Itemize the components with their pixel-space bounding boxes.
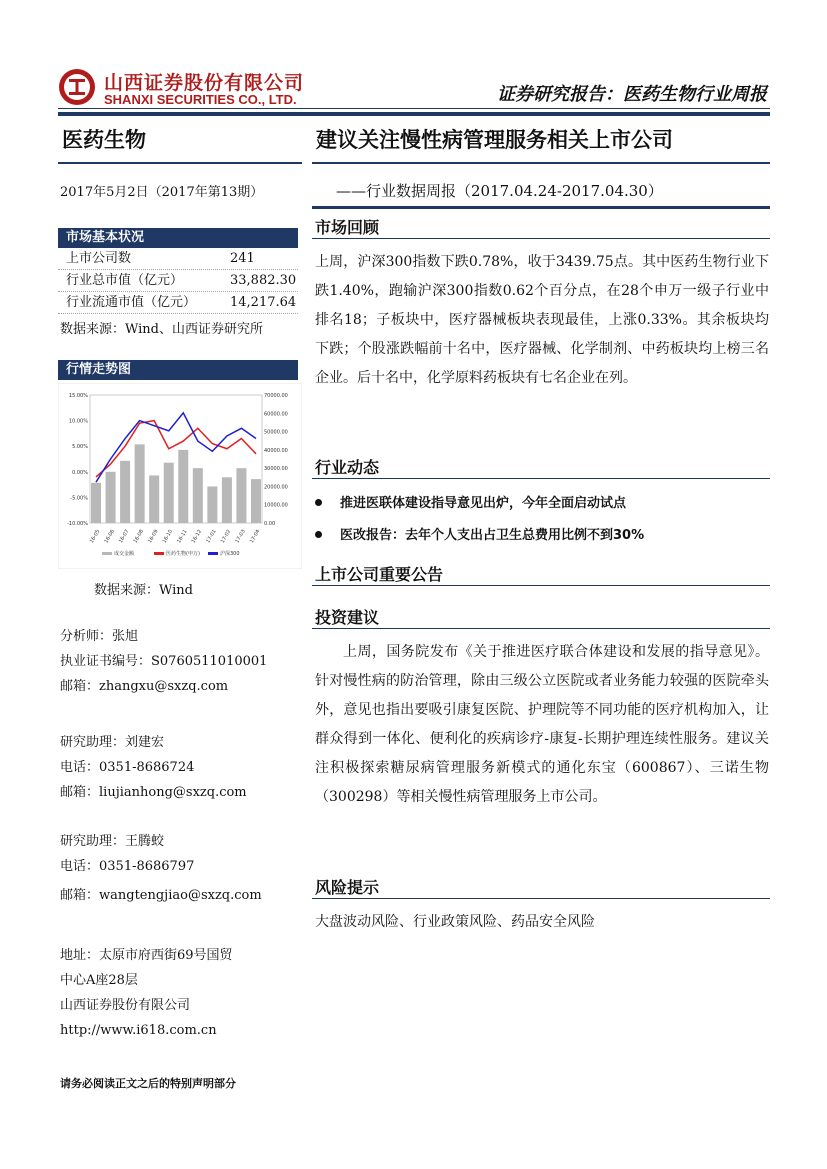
stat-row-float-cap — [58, 292, 298, 314]
sector-title: 医药生物 — [62, 128, 146, 152]
y-tick-label-left: 0.00% — [72, 469, 88, 476]
news-item-1 — [315, 492, 626, 511]
y-tick-label-right: 60000.00 — [264, 411, 288, 418]
bullet-icon — [315, 499, 322, 506]
bullet-icon — [315, 531, 322, 538]
assistant2-email[interactable]: 邮箱：wangtengjiao@sxzq.com — [60, 888, 262, 903]
x-tick-label: 16-08 — [132, 528, 146, 545]
volume-bar — [236, 468, 246, 523]
volume-bar — [164, 463, 174, 523]
y-tick-label-right: 30000.00 — [264, 466, 288, 473]
report-subtitle: ——行业数据周报（2017.04.24-2017.04.30） — [336, 182, 663, 200]
risk-text: 大盘波动风险、行业政策风险、药品安全风险 — [315, 914, 595, 930]
section-industry-news: 行业动态 — [315, 458, 380, 477]
disclaimer-note: 请务必阅读正文之后的特别声明部分 — [60, 1077, 236, 1090]
analyst-license: 执业证书编号：S0760511010001 — [60, 654, 268, 669]
section-rule — [312, 898, 770, 899]
volume-bar — [120, 461, 130, 523]
volume-bar — [178, 450, 188, 523]
assistant2-name: 研究助理：王腾蛟 — [60, 834, 165, 849]
x-tick-label: 17-01 — [205, 528, 218, 545]
news-text: 医改报告：去年个人支出占卫生总费用比例不到30% — [340, 528, 645, 543]
y-tick-label-right: 50000.00 — [264, 429, 288, 436]
assistant2-phone: 电话：0351-8686797 — [60, 859, 195, 874]
y-tick-label-left: 10.00% — [68, 418, 88, 425]
legend-label: 成交金额 — [114, 551, 135, 557]
header-rule-thick — [58, 112, 770, 116]
y-tick-label-left: 15.00% — [68, 393, 88, 399]
news-item-2 — [315, 524, 644, 543]
volume-bar — [106, 472, 116, 523]
legend-label: 沪深300 — [220, 551, 240, 557]
volume-bar — [91, 483, 101, 523]
section-market-review: 市场回顾 — [315, 218, 380, 237]
y-tick-label-left: -5.00% — [70, 495, 88, 502]
header-rule-thin — [58, 108, 770, 109]
market-stats-table — [58, 248, 298, 314]
stat-row-total-cap — [58, 270, 298, 292]
section-rule — [312, 628, 770, 629]
volume-bar — [193, 468, 203, 523]
analyst-name: 分析师：张旭 — [60, 629, 139, 644]
section-investment-advice: 投资建议 — [315, 608, 380, 627]
market-source: 数据来源：Wind、山西证券研究所 — [60, 322, 263, 337]
assistant1-email[interactable]: 邮箱：liujianhong@sxzq.com — [60, 785, 247, 800]
stat-value: 241 — [230, 251, 255, 266]
x-tick-label: 16-12 — [190, 528, 204, 545]
stat-row-count — [58, 248, 298, 270]
trend-header: 行情走势图 — [58, 360, 298, 380]
y-tick-label-right: 20000.00 — [264, 484, 288, 491]
stat-value: 14,217.64 — [230, 295, 297, 310]
y-tick-label-left: 5.00% — [72, 444, 88, 451]
company-logo — [58, 68, 96, 106]
address-line2: 中心A座28层 — [60, 973, 138, 988]
investment-advice-text: 上周，国务院发布《关于推进医疗联合体建设和发展的指导意见》。针对慢性病的防治管理，除由三级公立医院或者业务能力较强的医院牵头外，意见也指出要吸引康复医院、护理院等不同功能的医疗机构加入，让群众得到一体化、便利化的疾病诊疗-康复-长期护理连续性服务。建议关注积极探索糖尿病管理服务新模式的通化东宝（600867）、三诺生物（300298）等相关慢性病管理服务上市公司。 — [315, 644, 769, 805]
volume-bar — [207, 486, 217, 523]
y-tick-label-left: -10.00% — [67, 521, 88, 527]
company-url[interactable]: http://www.i618.com.cn — [60, 1023, 217, 1038]
x-tick-label: 16-10 — [161, 528, 175, 545]
y-tick-label-right: 10000.00 — [264, 502, 288, 509]
y-tick-label-right: 70000.00 — [264, 393, 288, 399]
section-rule — [312, 478, 770, 479]
market-review-text: 上周，沪深300指数下跌0.78%，收于3439.75点。其中医药生物行业下跌1.40%，跑输沪深300指数0.62个百分点，在28个申万一级子行业中排名18；子板块中，医疗器械板块表现最佳，上涨0.33%。其余板块均下跌；个股涨跌幅前十名中，医疗器械、化学制剂、中药板块均上榜三名企业。后十名中，化学原料药板块有七名企业在列。 — [315, 254, 769, 386]
y-tick-label-right: 40000.00 — [264, 447, 288, 454]
subtitle-rule — [312, 206, 770, 209]
section-rule — [312, 585, 770, 586]
section-rule — [312, 238, 770, 239]
x-tick-label: 16-05 — [88, 528, 102, 545]
legend-label: 医药生物(申万) — [166, 551, 200, 557]
x-tick-label: 16-07 — [117, 528, 131, 545]
address-line1: 地址：太原市府西街69号国贸 — [60, 948, 233, 963]
section-risk: 风险提示 — [315, 878, 380, 897]
company-name-cn: 山西证券股份有限公司 — [104, 72, 305, 94]
section-announcements: 上市公司重要公告 — [315, 565, 444, 584]
report-title: 建议关注慢性病管理服务相关上市公司 — [316, 128, 673, 152]
y-tick-label-right: 0.00 — [264, 521, 276, 527]
trend-source: 数据来源：Wind — [94, 583, 193, 598]
trend-chart — [58, 383, 302, 569]
sector-rule — [58, 162, 302, 164]
volume-bar — [222, 477, 232, 523]
company-name-en: SHANXI SECURITIES CO., LTD. — [104, 92, 297, 107]
report-type: 证券研究报告：医药生物行业周报 — [497, 84, 767, 105]
volume-bar — [135, 444, 145, 523]
news-text: 推进医联体建设指导意见出炉，今年全面启动试点 — [340, 496, 627, 511]
volume-bar — [251, 479, 261, 523]
legend-swatch — [102, 552, 112, 555]
report-date: 2017年5月2日（2017年第13期） — [60, 185, 264, 200]
market-header: 市场基本状况 — [58, 228, 298, 248]
x-tick-label: 16-06 — [103, 528, 116, 545]
volume-bar — [149, 475, 159, 523]
x-tick-label: 16-09 — [147, 528, 160, 545]
stat-value: 33,882.30 — [230, 273, 297, 288]
analyst-email[interactable]: 邮箱：zhangxu@sxzq.com — [60, 679, 229, 694]
assistant1-phone: 电话：0351-8686724 — [60, 760, 195, 775]
stat-label: 行业总市值（亿元） — [66, 273, 184, 288]
x-tick-label: 17-04 — [248, 528, 262, 545]
assistant1-name: 研究助理：刘建宏 — [60, 735, 165, 750]
legend-swatch — [154, 552, 164, 555]
stat-label: 上市公司数 — [66, 251, 132, 266]
legend-swatch — [208, 552, 218, 555]
x-tick-label: 17-02 — [219, 528, 233, 545]
company-name-footer: 山西证券股份有限公司 — [60, 998, 191, 1013]
x-tick-label: 17-03 — [234, 528, 247, 545]
x-tick-label: 16-11 — [176, 528, 189, 545]
stat-label: 行业流通市值（亿元） — [66, 295, 197, 310]
title-rule — [312, 162, 770, 164]
